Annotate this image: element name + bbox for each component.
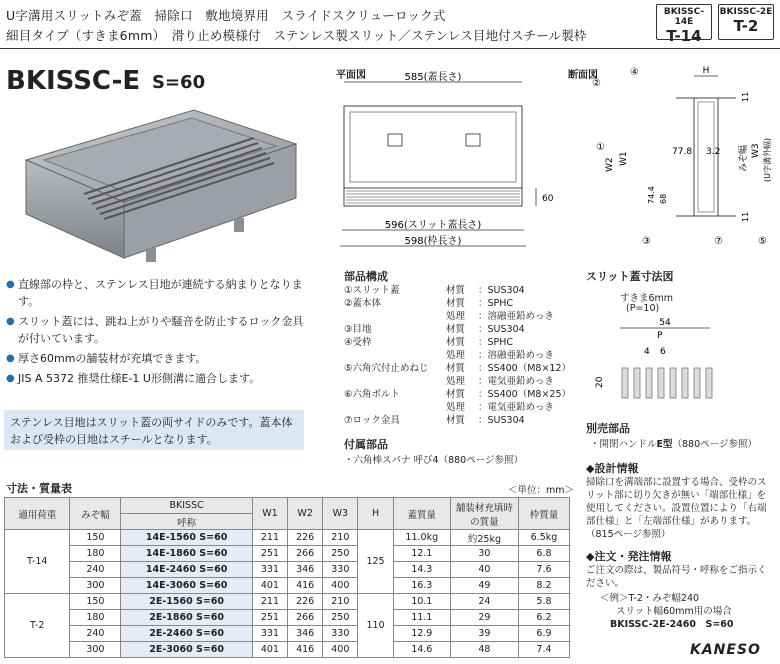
parts-list (344, 284, 574, 427)
svg-text:4: 4 (644, 347, 650, 357)
svg-text:11: 11 (741, 211, 750, 222)
table-row: 240 14E-2460 S=60 331 346 330 14.3 40 7.6 (5, 562, 570, 578)
parts-row: ③目地 材質 ： SUS304 (344, 324, 525, 335)
badge-t2: BKISSC-2E T-2 (718, 4, 774, 40)
parts-row: ①スリット蓋 材質 ： SUS304 (344, 285, 525, 296)
design-text: 掃除口を溝端部に設置する場合、受枠のスリット部に切り欠きが無い「端部仕様」を使用してください。設置位置により「右端部仕様」と「左端部仕様」があります。（815ページ参照） (586, 477, 767, 540)
plan-title: 平面図 (336, 70, 366, 81)
svg-text:(U字溝外幅): (U字溝外幅) (763, 137, 772, 182)
parts-row: ②蓋本体 材質 ： SPHC (344, 298, 514, 309)
slit-drawing (590, 314, 770, 400)
accessory-text: ・六角棒スパナ 呼び4（880ページ参照） (344, 455, 524, 466)
order-title: ◆注文・発注情報 (586, 550, 672, 563)
table-row: 300 14E-3060 S=60 401 416 400 16.3 49 8.2 (5, 578, 570, 594)
svg-text:3.2: 3.2 (706, 147, 721, 157)
design-title: ◆設計情報 (586, 462, 639, 475)
parts-row: 処理 ： 電気亜鉛めっき (446, 402, 554, 413)
table-row: T-14 150 14E-1560 S=60 211 226 210 125 11.0kg 約25kg 6.5kg (5, 530, 570, 546)
table-title: 寸法・質量表 (6, 482, 72, 495)
parts-title: 部品構成 (344, 270, 388, 283)
table-row: 180 2E-1860 S=60 251 266 250 11.1 29 6.2 (5, 610, 570, 626)
plan-drawing (330, 70, 560, 255)
section-title: 断面図 (568, 70, 598, 81)
feature-list (6, 276, 306, 390)
order-ex2: スリット幅60mm用の場合 (616, 606, 732, 617)
section-drawing (586, 62, 778, 254)
svg-text:⑦: ⑦ (714, 236, 723, 247)
svg-text:①: ① (596, 142, 605, 153)
badge-t14: BKISSC-14E T-14 (656, 4, 712, 40)
plan-dim-bottom1: 596(スリット蓋長さ) (384, 220, 482, 231)
svg-text:H: H (702, 66, 710, 76)
svg-text:④: ④ (630, 67, 639, 78)
feature-item: ● 直線部の枠と、ステンレス目地が連続する納まりとなります。 (6, 276, 306, 310)
slit-title: スリット蓋寸法図 (586, 270, 674, 283)
plan-dim-bottom2: 598(枠長さ) (404, 236, 462, 247)
svg-text:11: 11 (741, 91, 750, 102)
svg-text:W1: W1 (619, 151, 629, 166)
spec-table: 適用荷重 みぞ幅 BKISSC W1 W2 W3 H 蓋質量 舗装材充填時の質量 枠質量 呼称 T-14 150 14E-1560 S=60 211 226 210 125 11.0kg 約25kg 6.5kg 180 14E-1860 S=60 251 266 250 12.1 30 6.8 240 14E-2460 S=60 331 346 330 14.3 40 7.6 300 14E-3060 S=60 401 416 400 16.3 49 8.2 T-2 150 2E-1560 S=60 211 226 210 110 10.1 24 5.8 180 2E-1860 S=60 251 266 250 11.1 29 6.2 240 2E-2460 S=60 331 346 330 12.9 39 6.9 300 2E-3060 S=60 401 416 400 14.6 48 7.4 (4, 497, 570, 658)
feature-item: ● JIS A 5372 推奨仕様E-1 U形側溝に適合します。 (6, 370, 306, 387)
parts-row: 処理 ： 電気亜鉛めっき (446, 376, 554, 387)
feature-item: ● スリット蓋には、跳ね上がりや騒音を防止するロック金具が付いています。 (6, 313, 306, 347)
parts-row: ④受枠 材質 ： SPHC (344, 337, 514, 348)
svg-text:⑤: ⑤ (758, 236, 767, 247)
svg-text:6: 6 (660, 347, 666, 357)
separate-line: ・開閉ハンドルE型（880ページ参照） (590, 439, 757, 450)
header-line2: 細目タイプ（すきま6mm） 滑り止め模様付 ステンレス製スリット／ステンレス目地付スチール製枠 (6, 28, 587, 43)
svg-text:②: ② (592, 78, 601, 89)
slit-gap: すきま6mm (620, 293, 674, 304)
parts-row: 処理 ： 溶融亜鉛めっき (446, 350, 554, 361)
slit-pitch: (P=10) (626, 303, 660, 314)
parts-row: ⑤六角穴付止めねじ 材質 ： SS400（M8×12） (344, 363, 571, 374)
parts-row: 処理 ： 溶融亜鉛めっき (446, 311, 554, 322)
svg-text:みぞ幅: みぞ幅 (739, 144, 749, 172)
note-box: ステンレス目地はスリット蓋の両サイドのみです。蓋本体および受枠の目地はスチールとなります。 (4, 410, 304, 450)
separate-title: 別売部品 (586, 422, 630, 435)
svg-text:20: 20 (595, 376, 605, 388)
table-row: T-2 150 2E-1560 S=60 211 226 210 110 10.1 24 5.8 (5, 594, 570, 610)
header-divider (0, 48, 780, 49)
svg-text:54: 54 (659, 318, 671, 328)
parts-row: ⑦ロック金具 材質 ： SUS304 (344, 415, 525, 426)
svg-text:W3: W3 (751, 143, 761, 158)
order-ex3: BKISSC-2E-2460 S=60 (610, 619, 734, 630)
accessory-title: 付属部品 (344, 438, 388, 451)
table-unit: ＜単位：mm＞ (508, 485, 575, 496)
svg-text:W2: W2 (605, 157, 615, 172)
feature-item: ● 厚さ60mmの舗装材が充填できます。 (6, 350, 306, 367)
svg-text:③: ③ (642, 236, 651, 247)
model-spec: S=60 (152, 72, 206, 93)
order-ex1: ＜例＞T-2・みぞ幅240 (600, 593, 700, 604)
table-row: 180 14E-1860 S=60 251 266 250 12.1 30 6.8 (5, 546, 570, 562)
brand-logo: KANESO (690, 642, 761, 658)
plan-dim-top: 585(蓋長さ) (404, 72, 462, 83)
svg-text:P: P (657, 331, 663, 341)
svg-text:68: 68 (659, 193, 668, 204)
svg-text:77.8: 77.8 (672, 147, 693, 157)
product-image (14, 98, 304, 268)
order-text: ご注文の際は、製品符号・呼称をご指示ください。 (586, 565, 767, 589)
plan-dim-side: 60 (542, 194, 554, 204)
model-name: BKISSC-E (6, 66, 141, 96)
table-row: 240 2E-2460 S=60 331 346 330 12.9 39 6.9 (5, 626, 570, 642)
header-line1: U字溝用スリットみぞ蓋 掃除口 敷地境界用 スライドスクリューロック式 (6, 8, 446, 23)
table-row: 300 2E-3060 S=60 401 416 400 14.6 48 7.4 (5, 642, 570, 658)
svg-text:74.4: 74.4 (647, 186, 656, 204)
parts-row: ⑥六角ボルト 材質 ： SS400（M8×25） (344, 389, 571, 400)
